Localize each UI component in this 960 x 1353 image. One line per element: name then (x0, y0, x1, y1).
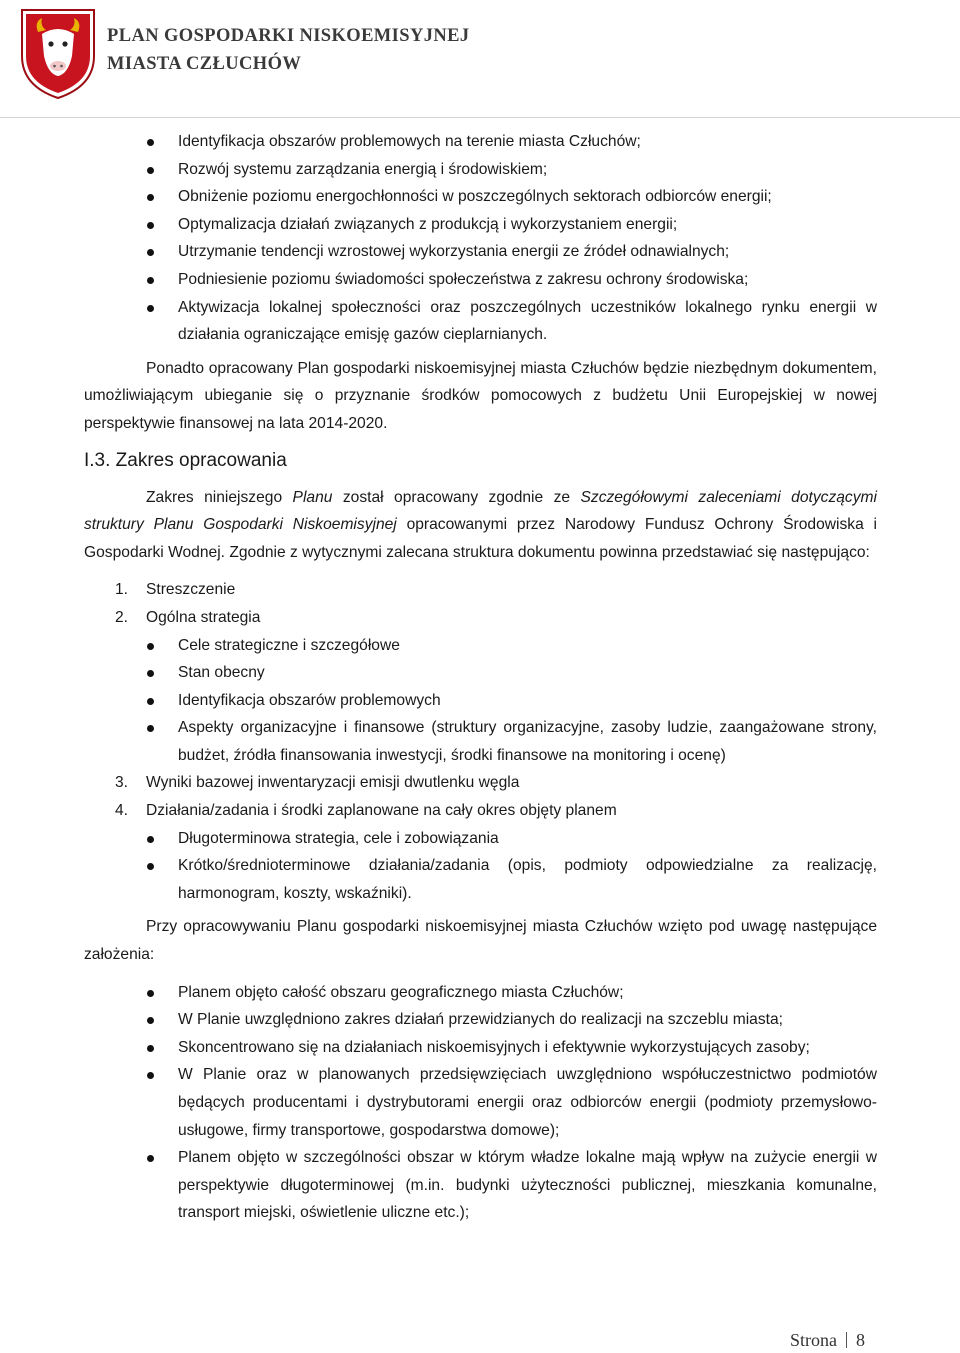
item-number: 2. (115, 608, 129, 626)
list-item: Identyfikacja obszarów problemowych na terenie miasta Człuchów; (84, 128, 877, 156)
list-item: Stan obecny (84, 659, 877, 687)
scope-italic-guidelines: Szczegółowymi zaleceniami dotyczącymi struktury Planu Gospodarki Niskoemisyjnej (84, 488, 877, 534)
structure-sublist (84, 825, 877, 908)
list-item: Cele strategiczne i szczegółowe (84, 632, 877, 660)
city-coat-of-arms-icon (18, 6, 98, 100)
structure-list (84, 576, 877, 631)
list-item: Długoterminowa strategia, cele i zobowiązania (84, 825, 877, 853)
list-item: W Planie oraz w planowanych przedsięwzięciach uwzględniono współuczestnictwo podmiotów będących producentami i dystrybutorami energii oraz odbiorców energii (podmioty przemysłowo-usługowe, firmy transportowe, gospodarstwa domowe); (84, 1061, 877, 1144)
structure-item (84, 797, 877, 825)
structure-item (84, 769, 877, 797)
header-title (107, 22, 470, 78)
objectives-list (84, 128, 877, 349)
scope-italic-plan: Planu (292, 488, 333, 506)
list-item: Krótko/średnioterminowe działania/zadania (opis, podmioty odpowiedzialne za realizację, harmonogram, koszty, wskaźniki). (84, 852, 877, 907)
list-item: Aspekty organizacyjne i finansowe (struktury organizacyjne, zasoby ludzie, zaangażowane strony, budżet, źródła finansowania inwestycji, środki finansowe na monitoring i ocenę) (84, 714, 877, 769)
list-item: Rozwój systemu zarządzania energią i środowiskiem; (84, 156, 877, 184)
header-title-line-2: MIASTA CZŁUCHÓW (107, 54, 302, 74)
structure-item (84, 604, 877, 632)
list-item: Planem objęto całość obszaru geograficznego miasta Człuchów; (84, 979, 877, 1007)
assumptions-intro: Przy opracowywaniu Planu gospodarki niskoemisyjnej miasta Człuchów wzięto pod uwagę następujące założenia: (84, 918, 877, 964)
scope-paragraph (84, 484, 877, 567)
list-item: Podniesienie poziomu świadomości społeczeństwa z zakresu ochrony środowiska; (84, 266, 877, 294)
list-item: Planem objęto w szczególności obszar w którym władze lokalne mają wpływ na zużycie energii w perspektywie długoterminowej (m.in. budynki użyteczności publicznej, mieszkania komunalne, transport miejski, oświetlenie uliczne etc.); (84, 1144, 877, 1227)
item-label: Wyniki bazowej inwentaryzacji emisji dwutlenku węgla (146, 774, 520, 792)
list-item: Skoncentrowano się na działaniach niskoemisyjnych i efektywnie wykorzystujących zasoby; (84, 1034, 877, 1062)
list-item: Utrzymanie tendencji wzrostowej wykorzystania energii ze źródeł odnawialnych; (84, 238, 877, 266)
scope-text: został opracowany zgodnie ze (332, 488, 581, 506)
item-label: Streszczenie (146, 581, 236, 599)
structure-sublist (84, 632, 877, 770)
structure-list (84, 769, 877, 824)
item-number: 3. (115, 774, 129, 792)
footer-label: Strona (790, 1330, 837, 1350)
page-header (0, 0, 960, 118)
page-number: 8 (856, 1330, 865, 1350)
funding-paragraph: Ponadto opracowany Plan gospodarki niskoemisyjnej miasta Człuchów będzie niezbędnym dokumentem, umożliwiającym ubieganie się o przyznanie środków pomocowych z budżetu Unii Europejskiej w nowej perspektywie finansowej na lata 2014-2020. (84, 359, 877, 432)
list-item: Identyfikacja obszarów problemowych (84, 687, 877, 715)
item-label: Ogólna strategia (146, 608, 261, 626)
header-title-line-1: PLAN GOSPODARKI NISKOEMISYJNEJ (107, 26, 470, 46)
assumptions-list (84, 979, 877, 1227)
page-content (84, 128, 877, 1227)
item-number: 1. (115, 581, 129, 599)
footer-separator (846, 1332, 847, 1348)
item-label: Działania/zadania i środki zaplanowane na cały okres objęty planem (146, 802, 617, 820)
list-item: Aktywizacja lokalnej społeczności oraz poszczególnych uczestników lokalnego rynku energii w działania ograniczające emisję gazów cieplarnianych. (84, 294, 877, 349)
list-item: W Planie uwzględniono zakres działań przewidzianych do realizacji na szczeblu miasta; (84, 1006, 877, 1034)
section-heading: I.3. Zakres opracowania (84, 449, 287, 471)
item-number: 4. (115, 802, 129, 820)
header-divider (0, 117, 960, 118)
list-item: Optymalizacja działań związanych z produkcją i wykorzystaniem energii; (84, 211, 877, 239)
scope-text: Zakres niniejszego (146, 488, 293, 506)
list-item: Obniżenie poziomu energochłonności w poszczególnych sektorach odbiorców energii; (84, 183, 877, 211)
structure-item (84, 576, 877, 604)
page-footer (790, 1330, 865, 1351)
scope-text: opracowanymi przez Narodowy Fundusz Ochrony Środowiska i Gospodarki Wodnej. Zgodnie z wytycznymi zalecana struktura dokumentu powinna przedstawiać się następująco: (84, 516, 877, 561)
